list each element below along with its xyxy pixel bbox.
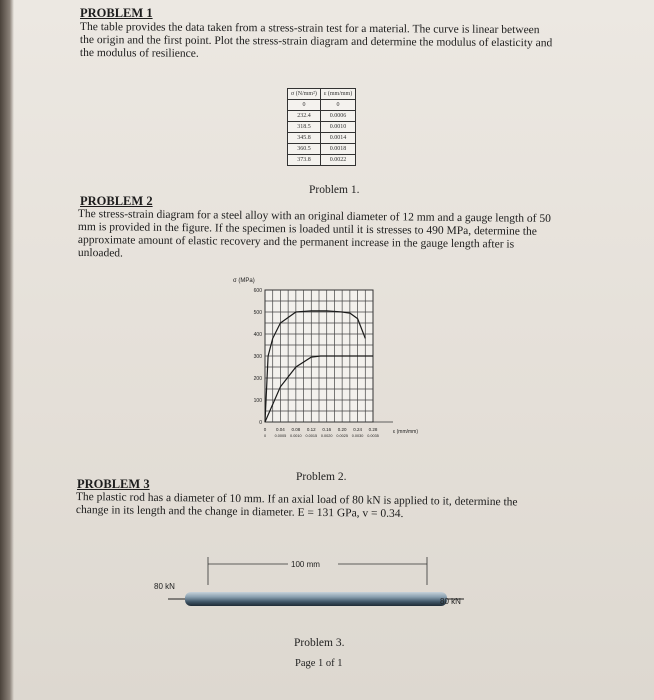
y-tick-label: 200 <box>253 376 262 382</box>
x-tick-label-top: 0 <box>263 427 267 432</box>
load-label-left: 80 kN <box>154 582 175 591</box>
problem2-text-line: unloaded. <box>77 247 124 260</box>
table-cell: 232.4 <box>288 111 321 122</box>
load-label-right: 80 kN <box>440 597 461 606</box>
table-row <box>288 133 356 144</box>
table-cell: 0 <box>288 100 321 111</box>
x-tick-label-bottom: 0.0030 <box>351 434 364 438</box>
table-cell: 0.0018 <box>320 144 355 155</box>
table-cell: 0.0022 <box>320 155 355 166</box>
x-tick-label-bottom: 0.0025 <box>336 434 348 438</box>
table-cell: 345.8 <box>288 133 321 144</box>
table-cell: 0.0006 <box>320 111 355 122</box>
table-row <box>288 122 356 133</box>
x-tick-label-top: 0.04 <box>276 427 285 432</box>
table-row <box>288 155 356 166</box>
y-axis-ticks <box>254 288 263 426</box>
plastic-rod <box>185 592 447 606</box>
problem2-heading: PROBLEM 2 <box>80 194 153 208</box>
table-cell: 318.5 <box>288 122 321 133</box>
y-tick-label: 100 <box>253 398 262 404</box>
x-axis-ticks <box>264 427 379 438</box>
problem1-heading: PROBLEM 1 <box>80 6 153 20</box>
stress-strain-table <box>287 88 356 166</box>
problem2-caption: Problem 2. <box>296 471 347 483</box>
x-tick-label-bottom: 0.0005 <box>274 434 287 438</box>
problem1-caption: Problem 1. <box>309 184 360 196</box>
table-cell: 373.8 <box>288 155 321 166</box>
problem3-heading: PROBLEM 3 <box>77 477 150 491</box>
y-tick-label: 600 <box>253 288 262 294</box>
dimension-label: 100 mm <box>291 560 320 569</box>
x-tick-label-bottom: 0.0035 <box>367 434 379 438</box>
y-tick-label: 0 <box>259 420 262 426</box>
table-cell: 0 <box>320 100 355 111</box>
x-tick-label-bottom: 0.0010 <box>290 434 302 438</box>
y-axis-label: σ (MPa) <box>233 278 255 284</box>
problem3-text-line: The plastic rod has a diameter of 10 mm. If an axial load of 80 kN is applied to it, determine the <box>75 491 518 509</box>
problem3-caption: Problem 3. <box>294 637 345 649</box>
x-tick-label-bottom: 0.0020 <box>320 434 333 438</box>
x-axis-label: ε (mm/mm) <box>393 429 418 435</box>
problem1-text-line: The table provides the data taken from a stress-strain test for a material. The curve is linear between <box>79 21 540 37</box>
problem2-text-line: approximate amount of elastic recovery and the permanent increase in the gauge length after is <box>77 234 515 251</box>
table-cell: 0.0010 <box>320 122 355 133</box>
x-tick-label-top: 0.24 <box>353 427 362 432</box>
table-cell: 360.5 <box>288 144 321 155</box>
problem2-text-line: The stress-strain diagram for a steel alloy with an original diameter of 12 mm and a gauge length of 50 <box>77 208 551 225</box>
problem3-text-line: change in its length and the change in diameter. E = 131 GPa, v = 0.34. <box>75 504 404 521</box>
x-tick-label-top: 0.12 <box>306 427 316 432</box>
y-tick-label: 500 <box>253 310 262 316</box>
table-row <box>288 144 356 155</box>
table-header-stress: σ (N/mm²) <box>288 89 321 100</box>
table-cell: 0.0014 <box>320 133 355 144</box>
x-tick-label-top: 0.16 <box>322 427 332 432</box>
table-header-strain: ε (mm/mm) <box>320 89 355 100</box>
page-number: Page 1 of 1 <box>295 658 343 669</box>
problem2-text-line: mm is provided in the figure. If the specimen is loaded until it is stresses to 490 MPa, determine the <box>77 221 537 238</box>
y-tick-label: 300 <box>253 354 262 360</box>
x-tick-label-bottom: 0.0015 <box>305 434 318 438</box>
table-header-row <box>288 89 356 100</box>
x-tick-label-top: 0.08 <box>291 427 301 432</box>
x-tick-label-top: 0.28 <box>368 427 378 432</box>
stress-strain-chart <box>225 270 445 475</box>
table-row <box>288 100 356 111</box>
y-tick-label: 400 <box>253 332 262 338</box>
problem1-text-line: the origin and the first point. Plot the stress-strain diagram and determine the modulus of elasticity and <box>79 34 553 50</box>
table-row <box>288 111 356 122</box>
problem1-text-line: the modulus of resilience. <box>79 47 199 60</box>
rod-figure <box>140 555 500 625</box>
x-tick-label-top: 0.20 <box>337 427 347 432</box>
x-tick-label-bottom: 0 <box>263 434 267 438</box>
